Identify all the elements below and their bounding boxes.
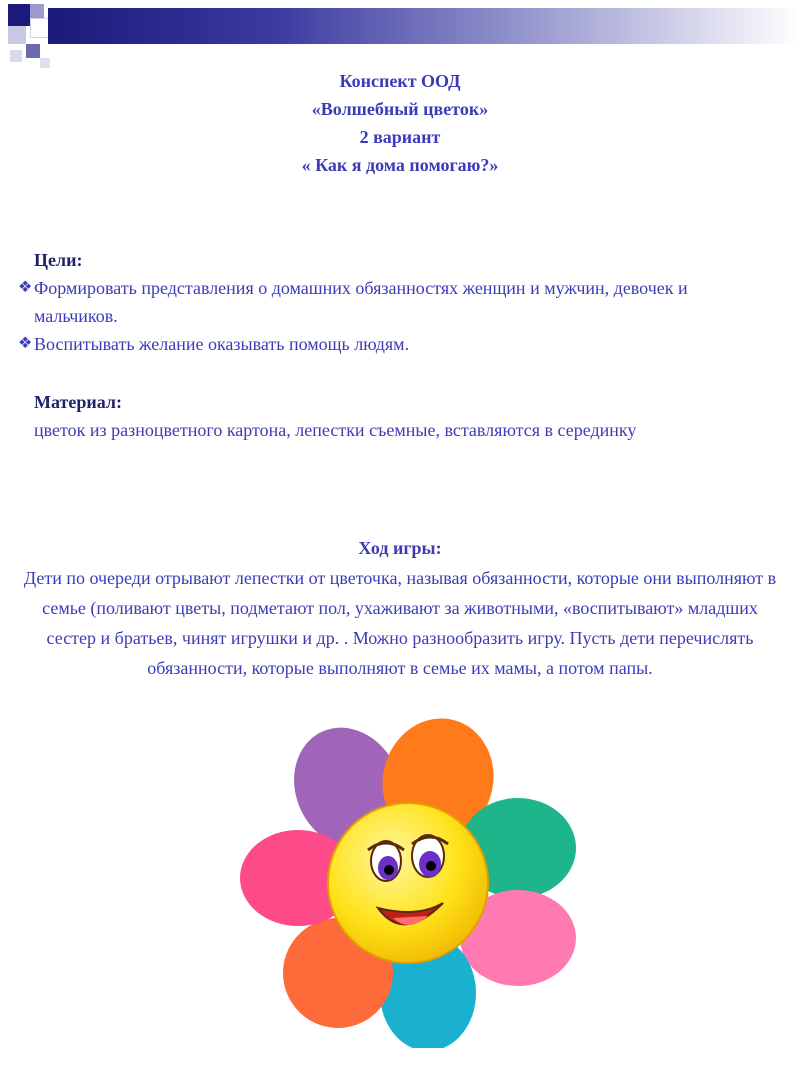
title-line: «Волшебный цветок» xyxy=(311,99,489,119)
smiling-flower-illustration xyxy=(228,718,588,1048)
game-label: Ход игры: xyxy=(358,538,442,558)
game-section xyxy=(20,533,780,683)
header-bar xyxy=(48,8,800,44)
title-line: « Как я дома помогаю?» xyxy=(301,155,499,175)
material-section xyxy=(22,388,762,444)
goals-label: Цели: xyxy=(34,250,83,270)
goal-item xyxy=(18,330,762,358)
material-label: Материал: xyxy=(34,392,122,412)
goals-section xyxy=(18,246,762,358)
title-line: 2 вариант xyxy=(359,127,441,147)
diamond-bullet-icon: ❖ xyxy=(18,335,33,352)
game-text: Дети по очереди отрывают лепестки от цветочка, называя обязанности, которые они выполняют в семье (поливают цветы, подметают пол, ухаживают за животными, «воспитывают» младших сестер и братьев, чинят игрушки и др. . Можно разнообразить игру. Пусть дети перечислять обязанности, которые выполняют в семье их мамы, а потом папы. xyxy=(23,568,777,678)
title-line: Конспект ООД xyxy=(339,71,461,91)
goal-text: Формировать представления о домашних обязанностях женщин и мужчин, девочек и мальчиков. xyxy=(34,278,688,326)
goal-text: Воспитывать желание оказывать помощь людям. xyxy=(34,334,410,354)
document-title xyxy=(0,67,800,179)
goal-item xyxy=(18,274,762,330)
diamond-bullet-icon: ❖ xyxy=(18,279,33,296)
material-text: цветок из разноцветного картона, лепестки съемные, вставляются в серединку xyxy=(34,420,637,440)
flower-center xyxy=(328,803,488,963)
